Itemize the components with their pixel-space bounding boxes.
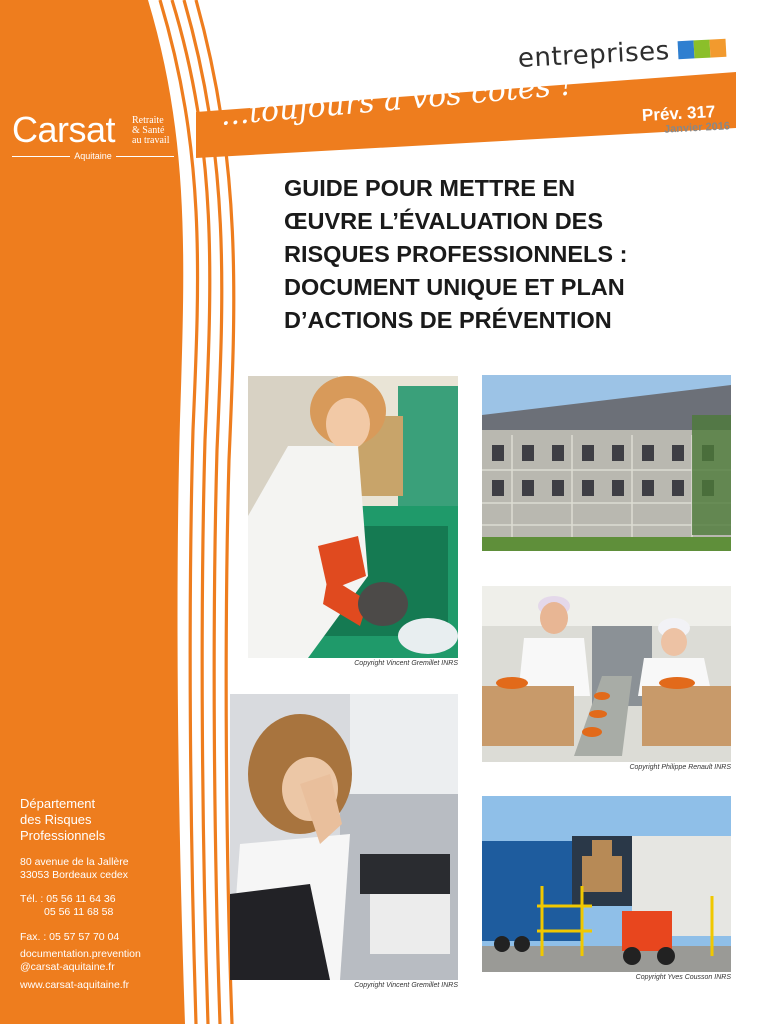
- email-address[interactable]: [20, 948, 141, 974]
- photo-scaffold-building: [482, 375, 731, 551]
- department-line: des Risques: [20, 812, 92, 827]
- entreprises-brand: entreprises: [517, 36, 671, 74]
- logo-tagline-line: & Santé: [132, 125, 165, 136]
- department-line: Professionnels: [20, 828, 106, 843]
- logo-region-label: Aquitaine: [70, 151, 116, 161]
- title-line: GUIDE POUR METTRE EN: [284, 175, 576, 201]
- photo-caption: Copyright Vincent Gremillet INRS: [354, 660, 458, 667]
- title-line: DOCUMENT UNIQUE ET PLAN: [284, 274, 625, 300]
- address-line: 33053 Bordeaux cedex: [20, 869, 128, 881]
- color-squares-icon: [678, 39, 727, 59]
- email-line[interactable]: @carsat-aquitaine.fr: [20, 961, 115, 973]
- slogan: ...toujours à vos côtés !: [218, 67, 574, 133]
- photo-truck-loading: [482, 796, 731, 972]
- blue-square: [678, 40, 695, 59]
- email-line[interactable]: documentation.prevention: [20, 948, 141, 960]
- document-title: [284, 172, 734, 337]
- logo-region: [12, 150, 174, 162]
- logo-name: Carsat: [12, 109, 116, 150]
- photo-lab-worker: [248, 376, 458, 658]
- orange-square: [710, 39, 727, 58]
- photo-caption: Copyright Philippe Renault INRS: [629, 764, 731, 771]
- photo-caption: Copyright Yves Cousson INRS: [635, 974, 731, 981]
- photo-caption: Copyright Vincent Gremillet INRS: [354, 982, 458, 989]
- phone-number: Tél. : 05 56 11 64 36: [20, 893, 116, 905]
- logo-tagline-line: Retraite: [132, 115, 164, 126]
- title-line: D’ACTIONS DE PRÉVENTION: [284, 307, 612, 333]
- postal-address: [20, 856, 129, 882]
- photo-food-packing: [482, 586, 731, 762]
- green-square: [694, 40, 711, 59]
- department-name: [20, 796, 105, 844]
- issue-number: Prév. 317: [641, 102, 716, 125]
- phone-numbers: [20, 893, 116, 919]
- issue-date: Janvier 2016: [663, 120, 731, 136]
- photo-call-center: [230, 694, 458, 980]
- title-line: RISQUES PROFESSIONNELS :: [284, 241, 628, 267]
- website-link[interactable]: www.carsat-aquitaine.fr: [20, 979, 130, 991]
- phone-number: 05 56 11 68 58: [44, 906, 114, 918]
- fax-number: Fax. : 05 57 57 70 04: [20, 931, 120, 943]
- address-line: 80 avenue de la Jallère: [20, 856, 129, 868]
- department-line: Département: [20, 796, 96, 811]
- logo-tagline: [132, 116, 192, 146]
- logo-tagline-line: au travail: [132, 135, 170, 146]
- title-line: ŒUVRE L’ÉVALUATION DES: [284, 208, 604, 234]
